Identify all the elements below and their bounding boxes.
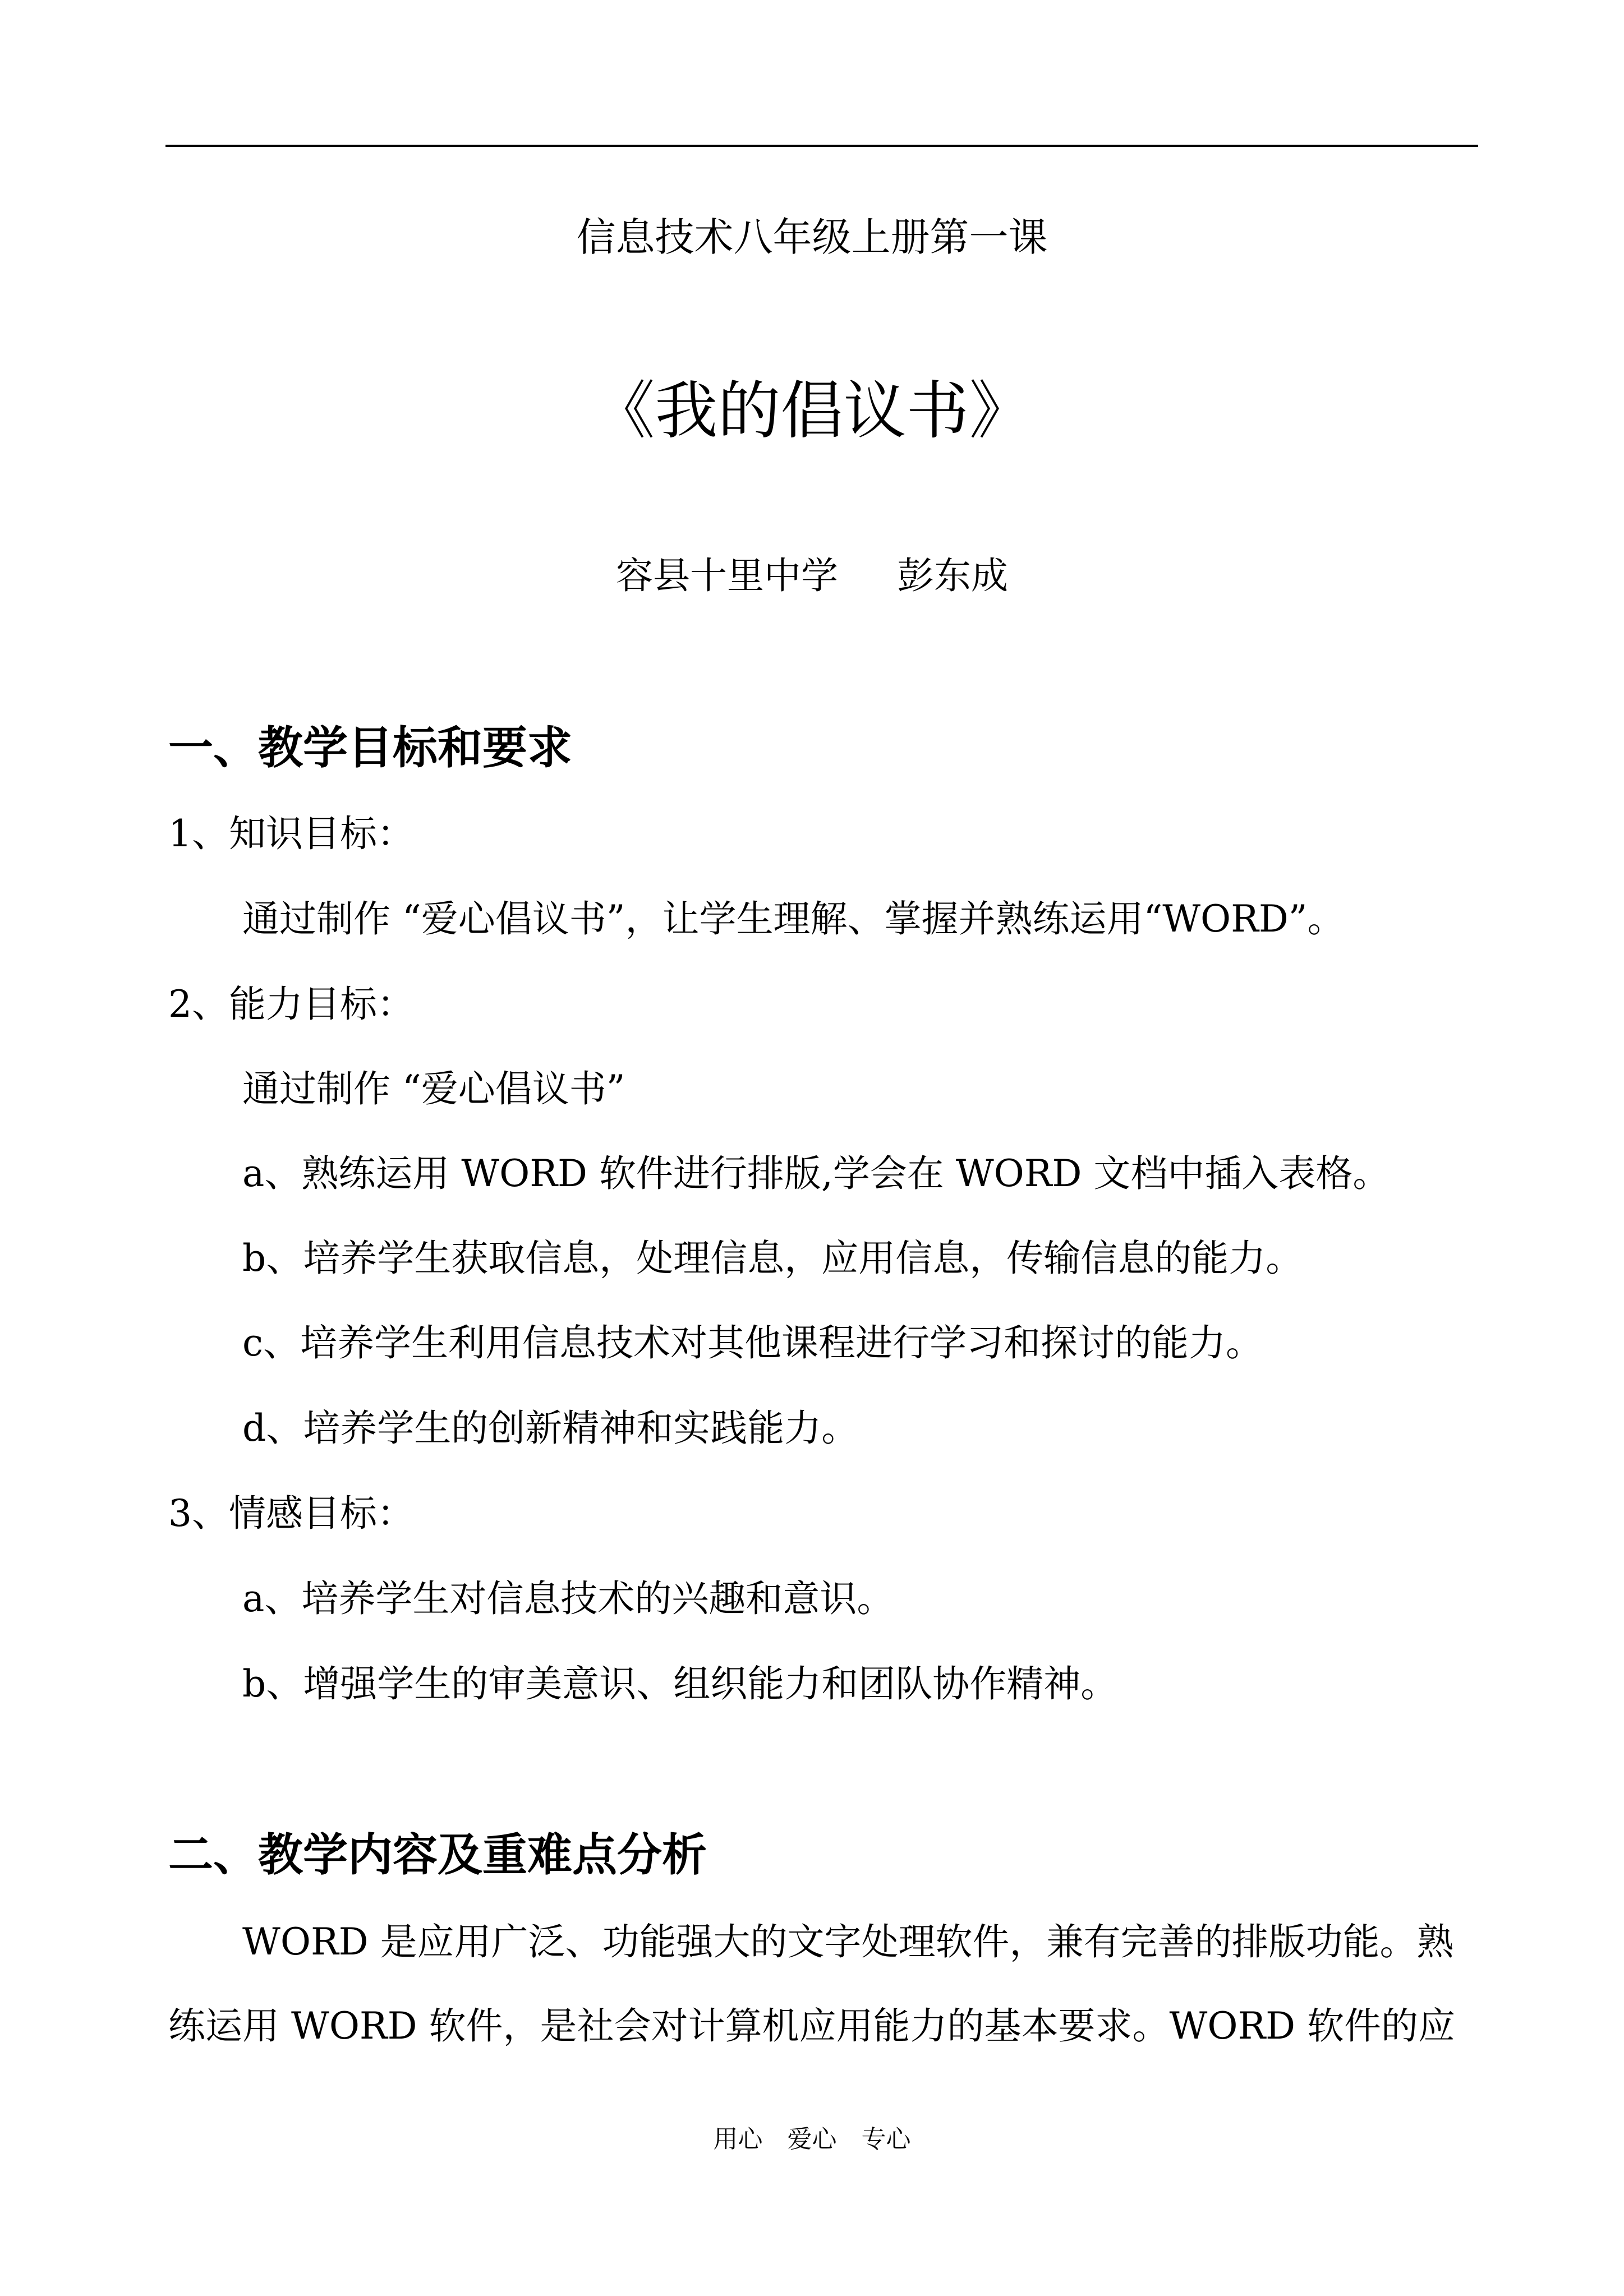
document-subtitle: 信息技术八年级上册第一课 [576, 214, 1048, 260]
author-name: 彭东成 [897, 554, 1008, 597]
paragraph-line: c、培养学生利用信息技术对其他课程进行学习和探讨的能力。 [242, 1321, 1263, 1364]
page-footer [0, 2123, 1624, 2156]
author-line [0, 551, 1624, 601]
author-school: 容县十里中学 [616, 554, 838, 597]
paragraph-line: b、增强学生的审美意识、组织能力和团队协作精神。 [242, 1662, 1118, 1705]
paragraph-line: a、培养学生对信息技术的兴趣和意识。 [242, 1577, 894, 1620]
paragraph-line: 3、情感目标： [168, 1492, 414, 1535]
footer-text: 用心 [713, 2125, 763, 2154]
paragraph-line: d、培养学生的创新精神和实践能力。 [242, 1407, 859, 1450]
paragraph-line: 通过制作 “爱心倡议书” [242, 1067, 625, 1110]
paragraph-line: 通过制作 “爱心倡议书”，让学生理解、掌握并熟练运用“WORD”。 [242, 897, 1345, 940]
footer-text: 专心 [861, 2125, 911, 2154]
section-heading: 一、教学目标和要求 [168, 722, 572, 774]
section-heading: 二、教学内容及重难点分析 [168, 1829, 707, 1881]
paragraph-line: 2、能力目标： [168, 983, 414, 1026]
paragraph-line: a、熟练运用 WORD 软件进行排版,学会在 WORD 文档中插入表格。 [242, 1152, 1390, 1195]
paragraph-line: 练运用 WORD 软件，是社会对计算机应用能力的基本要求。WORD 软件的应 [168, 2004, 1456, 2048]
document-title: 《我的倡议书》 [592, 375, 1032, 448]
paragraph-line: b、培养学生获取信息，处理信息，应用信息，传输信息的能力。 [242, 1237, 1303, 1280]
paragraph-line: 1、知识目标： [168, 812, 414, 855]
footer-text: 爱心 [787, 2125, 837, 2154]
header-rule [165, 145, 1478, 147]
paragraph-line: WORD 是应用广泛、功能强大的文字处理软件，兼有完善的排版功能。熟 [242, 1920, 1454, 1963]
